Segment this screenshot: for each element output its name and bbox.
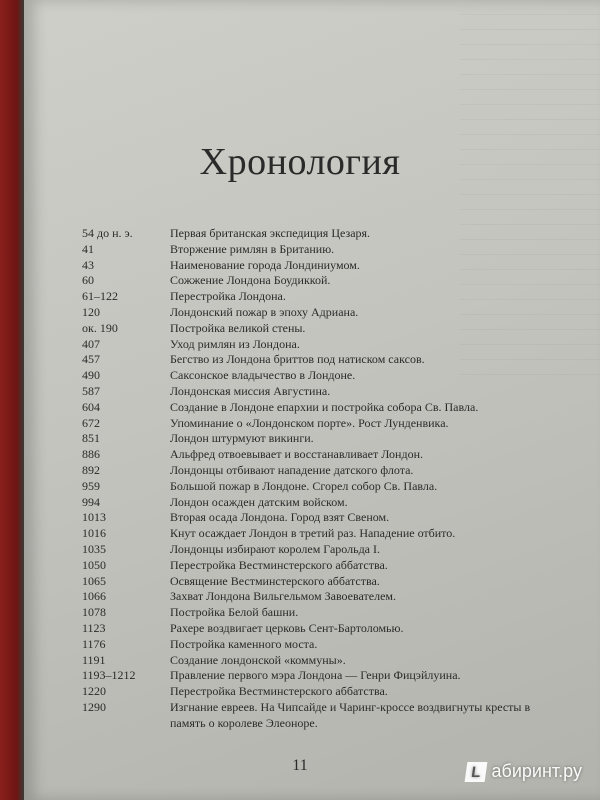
chronology-event: Лондонский пожар в эпоху Адриана. [170,304,359,319]
chronology-row [82,684,552,700]
chronology-year: 1290 [82,699,106,714]
chronology-row [82,447,552,463]
book-spine [0,0,24,800]
chronology-row [82,621,552,637]
chronology-row [82,510,552,526]
chronology-event: Создание в Лондоне епархии и постройка собора Св. Павла. [170,399,479,414]
chronology-year: 994 [82,494,100,509]
chronology-row [82,273,552,289]
chronology-event: Кнут осаждает Лондон в третий раз. Нападение отбито. [170,526,456,541]
chronology-row [82,242,552,258]
chronology-event: Лондон осажден датским войском. [170,494,348,509]
chronology-row [82,416,552,432]
chronology-row [82,542,552,558]
chronology-row [82,574,552,590]
chronology-row [82,589,552,605]
chronology-row [82,337,552,353]
chronology-year: 604 [82,399,100,414]
chronology-year: 1016 [82,526,106,541]
chronology-year: 407 [82,336,100,351]
chronology-row [82,463,552,479]
chronology-year: 41 [82,241,94,256]
chronology-row [82,479,552,495]
chronology-row [82,352,552,368]
chronology-year: 1123 [82,620,106,635]
chronology-event: Рахере воздвигает церковь Сент-Бартоломью. [170,620,404,635]
chronology-year: 1035 [82,541,106,556]
chronology-year: 120 [82,304,100,319]
chronology-event: Постройка великой стены. [170,320,306,335]
chronology-event: Саксонское владычество в Лондоне. [170,368,356,383]
chronology-year: 1066 [82,589,106,604]
chronology-event: Вторая осада Лондона. Город взят Свеном. [170,510,390,525]
chronology-year: 457 [82,352,100,367]
chronology-row [82,668,552,684]
chronology-event: Бегство из Лондона бриттов под натиском саксов. [170,352,425,367]
chronology-event: Уход римлян из Лондона. [170,336,300,351]
chronology-year: 886 [82,447,100,462]
chronology-row [82,289,552,305]
chronology-event: Постройка каменного моста. [170,636,318,651]
chronology-year: 1220 [82,684,106,699]
chronology-event: Лондонская миссия Августина. [170,383,331,398]
chronology-year: 1065 [82,573,106,588]
page-number: 11 [292,757,308,774]
chronology-event: Создание лондонской «коммуны». [170,652,346,667]
chronology-row [82,653,552,669]
chronology-row [82,605,552,621]
chronology-year: 60 [82,273,94,288]
chronology-year: 1191 [82,652,106,667]
chronology-event: Правление первого мэра Лондона — Генри Фицэйлуина. [170,668,461,683]
chronology-row [82,226,552,242]
chronology-year: 1050 [82,557,106,572]
chronology-year: 1078 [82,605,106,620]
chronology-year: 43 [82,257,94,272]
labirint-logo-icon: L [464,762,487,782]
page-title: Хронология [199,141,401,183]
chronology-event: Наименование города Лондиниумом. [170,257,360,272]
chronology-year: 490 [82,368,100,383]
chronology-row [82,431,552,447]
chronology-row [82,384,552,400]
chronology-event: Альфред отвоевывает и восстанавливает Лондон. [170,447,423,462]
chronology-year: 1013 [82,510,106,525]
chronology-row [82,368,552,384]
chronology-year: 1176 [82,636,106,651]
labirint-watermark [466,761,582,782]
chronology-year: 61–122 [82,289,118,304]
chronology-row [82,305,552,321]
chronology-event: Лондон штурмуют викинги. [170,431,314,446]
chronology-year: 959 [82,478,100,493]
chronology-year: ок. 190 [82,320,118,335]
chronology-year: 672 [82,415,100,430]
chronology-event: Первая британская экспедиция Цезаря. [170,226,371,240]
watermark-text: абиринт.ру [491,761,582,781]
chronology-year: 54 до н. э. [82,226,133,240]
chronology-event: Упоминание о «Лондонском порте». Рост Лунденвика. [170,415,449,430]
chronology-row [82,700,552,732]
chronology-event: Сожжение Лондона Боудиккой. [170,273,331,288]
chronology-row [82,495,552,511]
chronology-event: Перестройка Лондона. [170,289,286,304]
chronology-row [82,321,552,337]
chronology-row [82,558,552,574]
chronology-event: Перестройка Вестминстерского аббатства. [170,557,388,572]
chronology-row [82,637,552,653]
chronology-year: 1193–1212 [82,668,136,683]
chronology-year: 851 [82,431,100,446]
chronology-event: Лондонцы отбивают нападение датского флота. [170,462,414,477]
chronology-event: Вторжение римлян в Британию. [170,241,335,256]
chronology-event: Изгнание евреев. На Чипсайде и Чаринг-кроссе воздвигнуты кресты в память о королеве Элеоноре. [170,699,531,730]
chronology-event: Захват Лондона Вильгельмом Завоевателем. [170,589,397,604]
chronology-event: Освящение Вестминстерского аббатства. [170,573,380,588]
chronology-year: 892 [82,462,100,477]
chronology-event: Постройка Белой башни. [170,605,299,620]
chronology-event: Лондонцы избирают королем Гарольда I. [170,541,381,556]
chronology-row [82,526,552,542]
chronology-event: Большой пожар в Лондоне. Сгорел собор Св. Павла. [170,478,438,493]
chronology-year: 587 [82,383,100,398]
chronology-event: Перестройка Вестминстерского аббатства. [170,684,388,699]
chronology-row [82,258,552,274]
chronology-list [82,226,552,732]
chronology-row [82,400,552,416]
